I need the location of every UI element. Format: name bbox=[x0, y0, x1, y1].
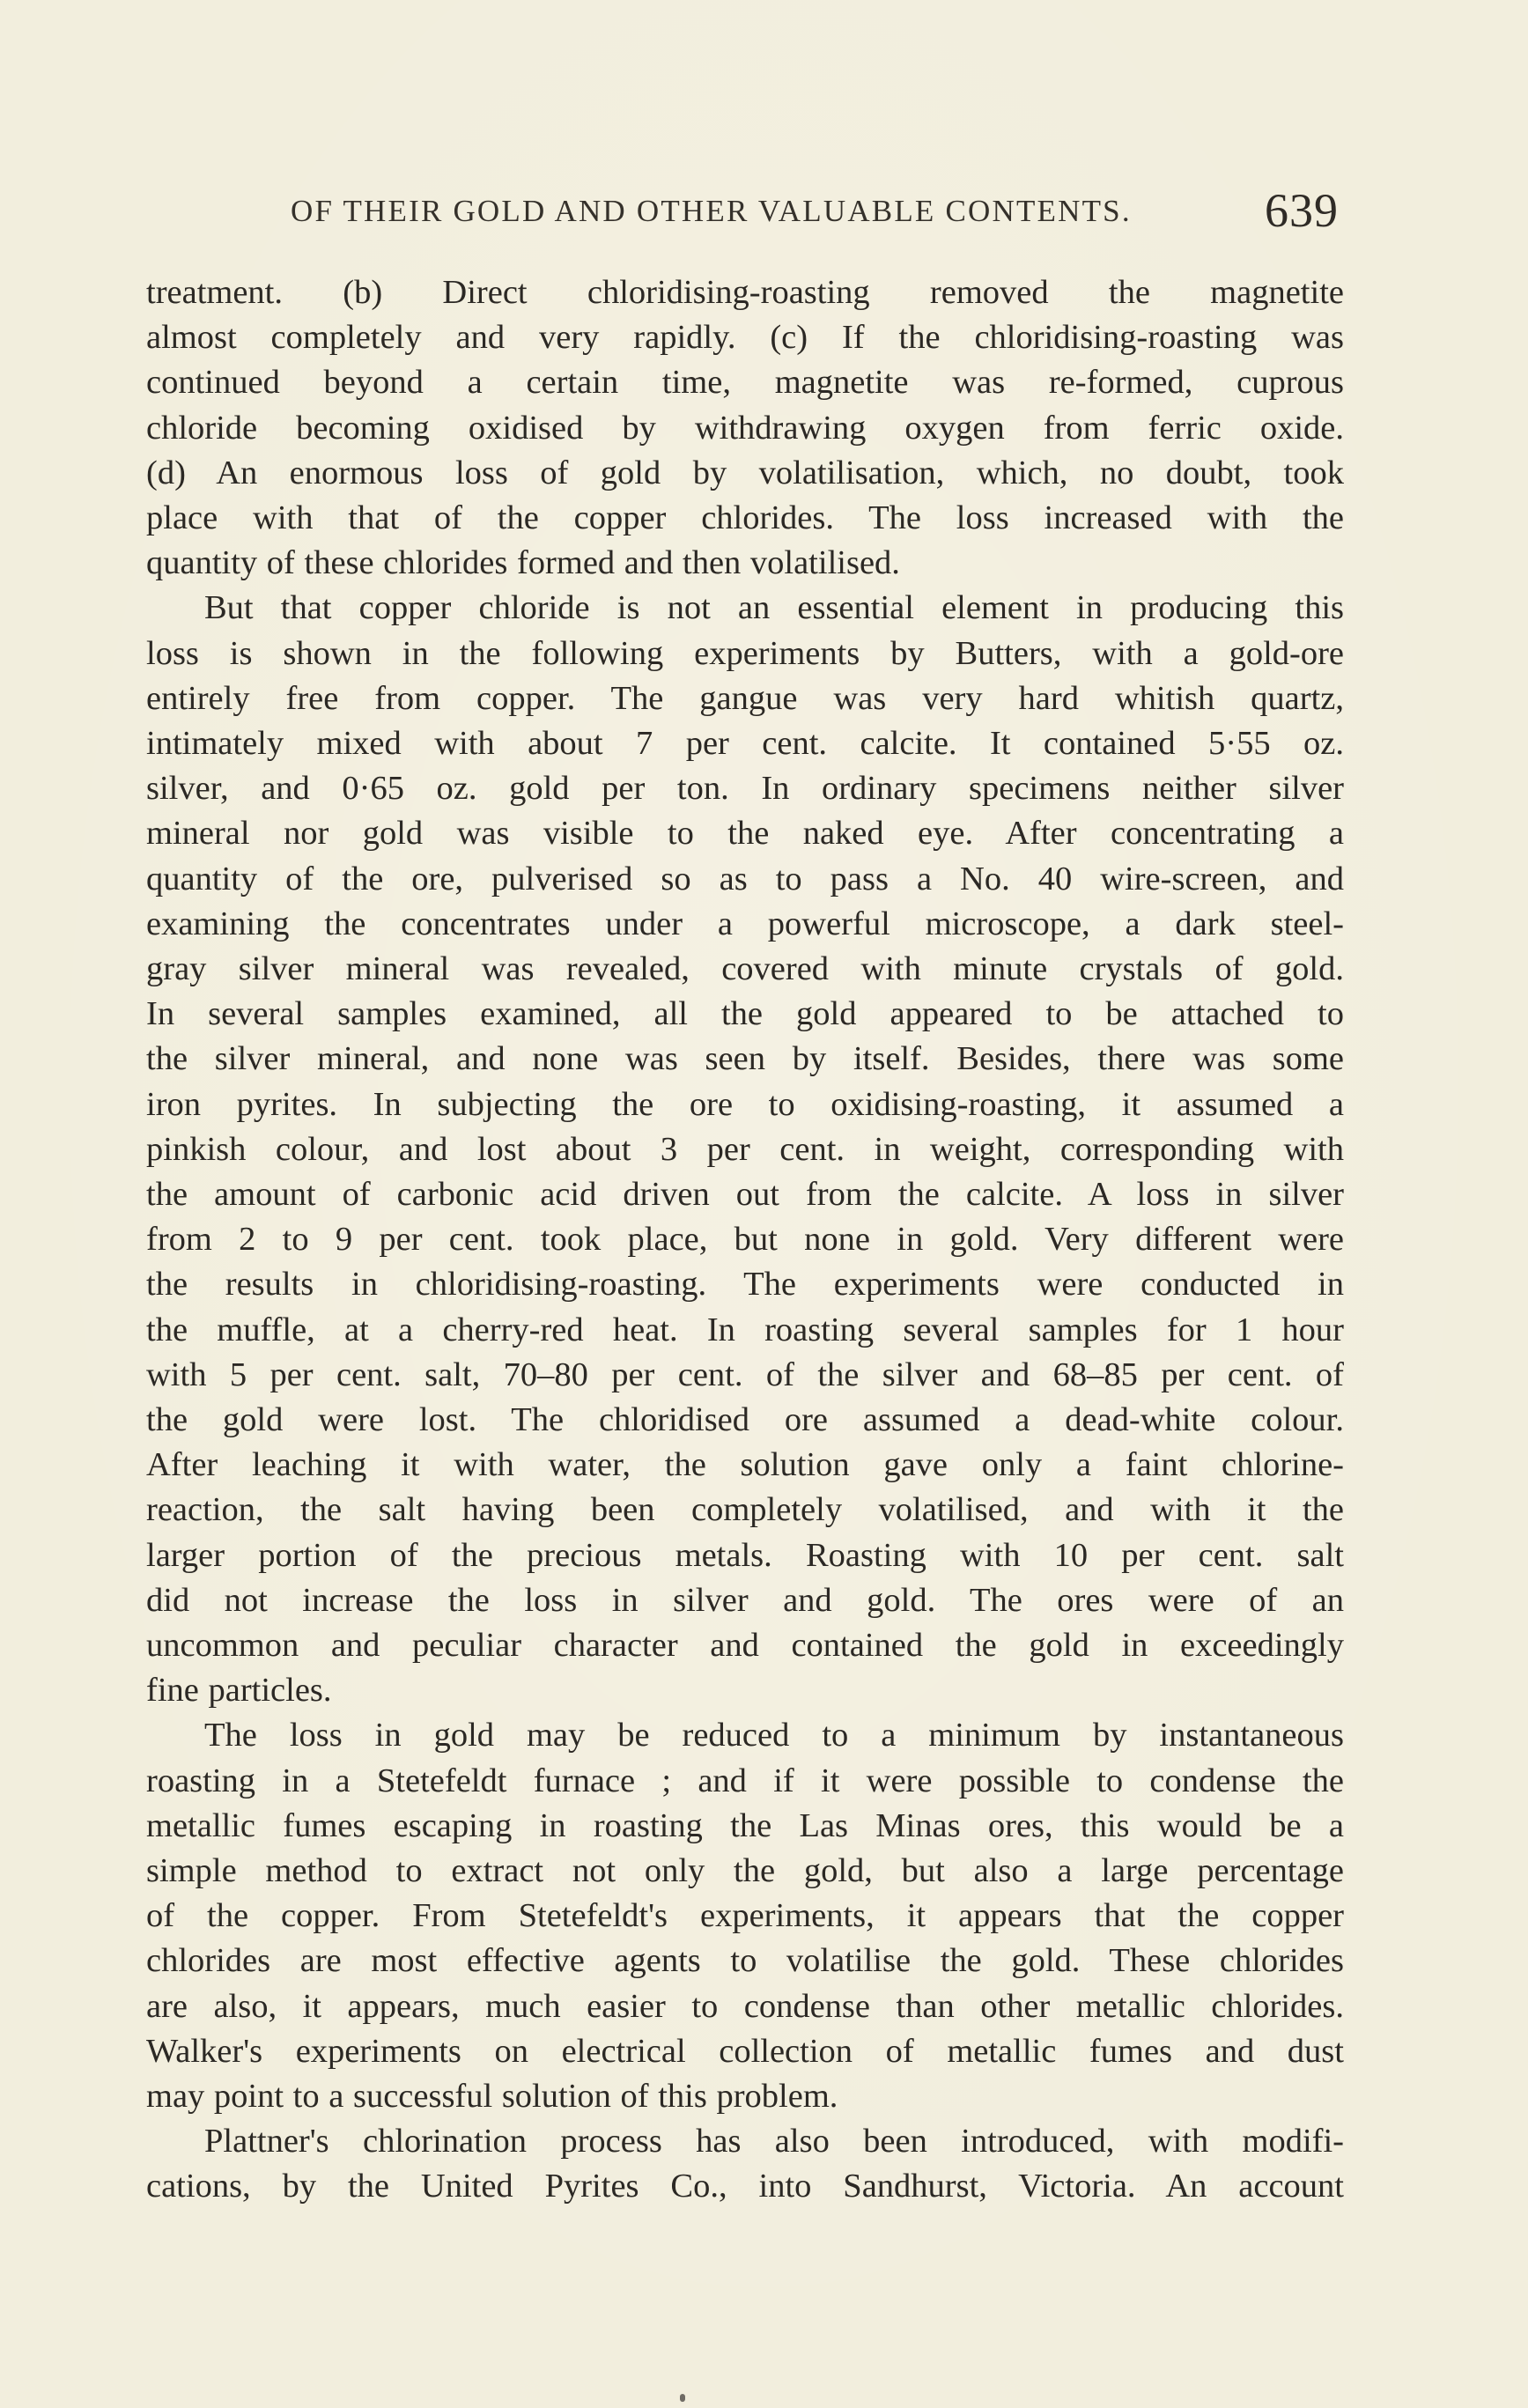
text-line: intimately mixed with about 7 per cent. calcite. It contained 5·55 oz. bbox=[146, 725, 1344, 762]
text-line: uncommon and peculiar character and contained the gold in exceedingly bbox=[146, 1627, 1344, 1664]
text-line: may point to a successful solution of this problem. bbox=[146, 2078, 838, 2115]
body-text bbox=[146, 270, 1344, 2234]
text-line: treatment. (b) Direct chloridising-roasting removed the magnetite bbox=[146, 274, 1344, 311]
text-line: the muffle, at a cherry-red heat. In roasting several samples for 1 hour bbox=[146, 1311, 1344, 1348]
text-line: iron pyrites. In subjecting the ore to oxidising-roasting, it assumed a bbox=[146, 1085, 1344, 1123]
text-line: from 2 to 9 per cent. took place, but none in gold. Very different were bbox=[146, 1221, 1344, 1259]
text-line: with 5 per cent. salt, 70–80 per cent. of the silver and 68–85 per cent. of bbox=[146, 1355, 1344, 1393]
text-line: cations, by the United Pyrites Co., into Sandhurst, Victoria. An account bbox=[146, 2168, 1344, 2205]
text-line: place with that of the copper chlorides. The loss increased with the bbox=[146, 499, 1344, 536]
text-line: chlorides are most effective agents to volatilise the gold. These chlorides bbox=[146, 1942, 1344, 1980]
text-line: quantity of the ore, pulverised so as to pass a No. 40 wire-screen, and bbox=[146, 860, 1344, 897]
text-line: (d) An enormous loss of gold by volatilisation, which, no doubt, took bbox=[146, 454, 1344, 491]
text-line: In several samples examined, all the gold appeared to be attached to bbox=[146, 995, 1344, 1033]
text-line: pinkish colour, and lost about 3 per cent. in weight, corresponding with bbox=[146, 1130, 1344, 1168]
text-line: the gold were lost. The chloridised ore assumed a dead-white colour. bbox=[146, 1401, 1344, 1438]
text-line: almost completely and very rapidly. (c) If the chloridising-roasting was bbox=[146, 319, 1344, 357]
text-line: quantity of these chlorides formed and then volatilised. bbox=[146, 544, 900, 582]
text-line: After leaching it with water, the solution gave only a faint chlorine- bbox=[146, 1446, 1344, 1484]
text-line: mineral nor gold was visible to the naked eye. After concentrating a bbox=[146, 815, 1344, 853]
paragraph-first-line: The loss in gold may be reduced to a minimum by instantaneous bbox=[204, 1717, 1344, 1754]
text-line: examining the concentrates under a powerful microscope, a dark steel- bbox=[146, 905, 1344, 942]
text-line: of the copper. From Stetefeldt's experiments, it appears that the copper bbox=[146, 1897, 1344, 1935]
text-line: entirely free from copper. The gangue was very hard whitish quartz, bbox=[146, 679, 1344, 717]
text-line: silver, and 0·65 oz. gold per ton. In ordinary specimens neither silver bbox=[146, 770, 1344, 808]
text-line: simple method to extract not only the gold, but also a large percentage bbox=[146, 1852, 1344, 1889]
paragraph-first-line: But that copper chloride is not an essential element in producing this bbox=[204, 589, 1344, 627]
text-line: reaction, the salt having been completely volatilised, and with it the bbox=[146, 1491, 1344, 1529]
running-header bbox=[291, 183, 1347, 240]
text-line: fine particles. bbox=[146, 1672, 332, 1710]
running-title: OF THEIR GOLD AND OTHER VALUABLE CONTENTS. bbox=[291, 194, 1132, 228]
text-line: continued beyond a certain time, magnetite was re-formed, cuprous bbox=[146, 364, 1344, 402]
page-number: 639 bbox=[1265, 184, 1339, 237]
text-line: metallic fumes escaping in roasting the Las Minas ores, this would be a bbox=[146, 1806, 1344, 1844]
text-line: are also, it appears, much easier to condense than other metallic chlorides. bbox=[146, 1987, 1344, 2025]
text-line: the results in chloridising-roasting. The experiments were conducted in bbox=[146, 1266, 1344, 1304]
text-line: did not increase the loss in silver and gold. The ores were of an bbox=[146, 1581, 1344, 1619]
text-line: gray silver mineral was revealed, covered with minute crystals of gold. bbox=[146, 950, 1344, 987]
text-line: the silver mineral, and none was seen by itself. Besides, there was some bbox=[146, 1040, 1344, 1078]
text-line: Walker's experiments on electrical collection of metallic fumes and dust bbox=[146, 2032, 1344, 2070]
paper-speck bbox=[680, 2394, 685, 2402]
text-line: chloride becoming oxidised by withdrawing oxygen from ferric oxide. bbox=[146, 409, 1344, 447]
text-line: larger portion of the precious metals. Roasting with 10 per cent. salt bbox=[146, 1536, 1344, 1574]
paragraph-first-line: Plattner's chlorination process has also been introduced, with modifi- bbox=[204, 2123, 1344, 2161]
text-line: loss is shown in the following experiments by Butters, with a gold-ore bbox=[146, 634, 1344, 672]
text-line: the amount of carbonic acid driven out from the calcite. A loss in silver bbox=[146, 1176, 1344, 1213]
text-line: roasting in a Stetefeldt furnace ; and if it were possible to condense the bbox=[146, 1762, 1344, 1799]
